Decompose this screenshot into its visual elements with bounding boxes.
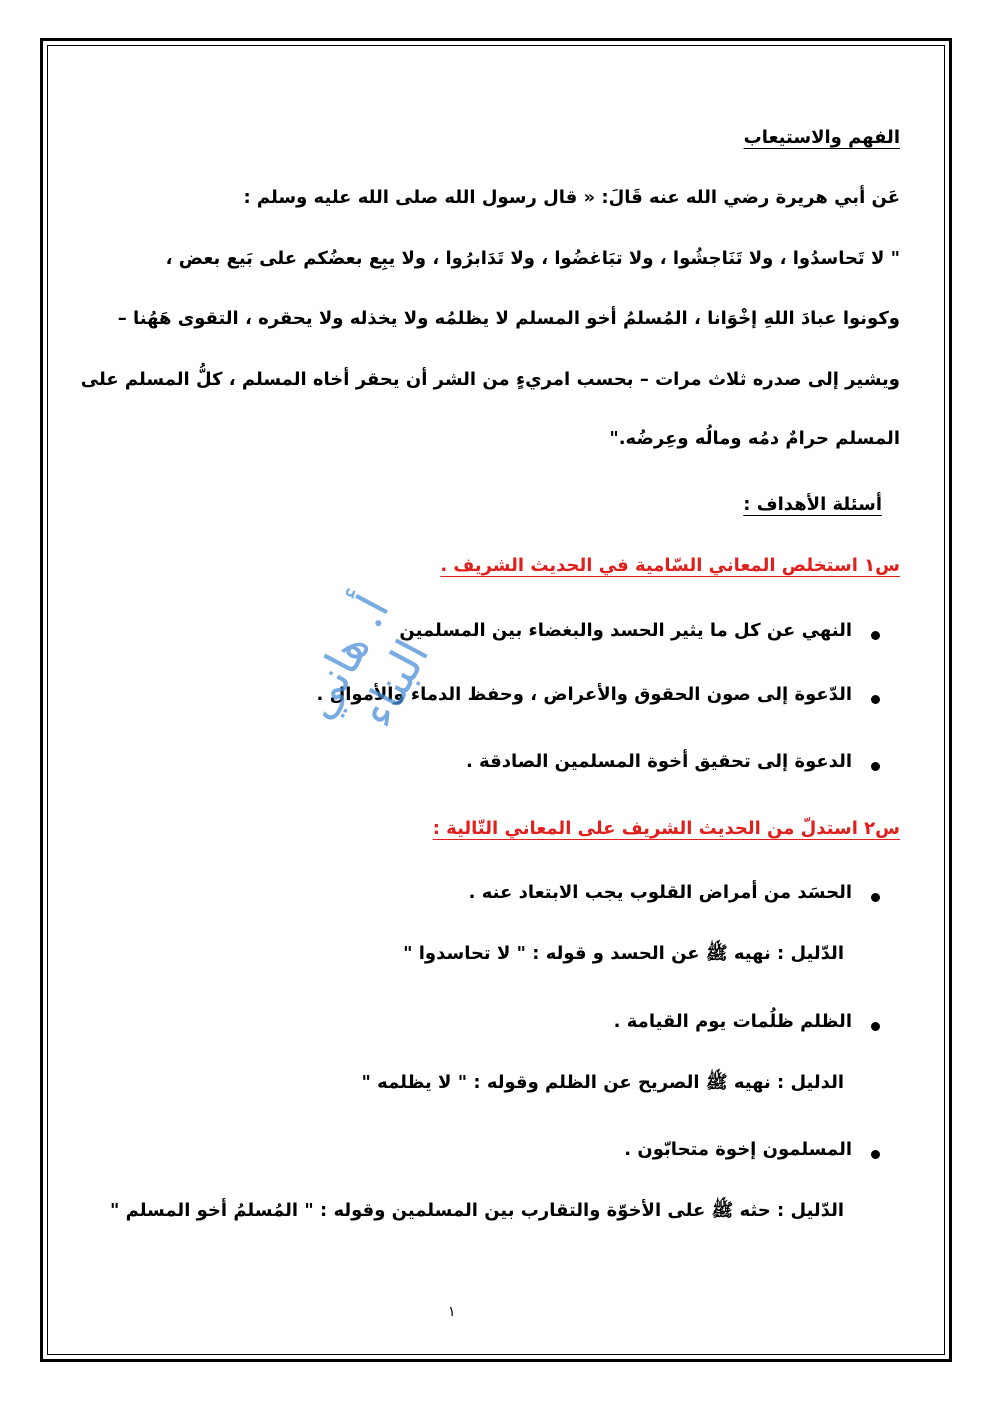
q2-meaning-2: الظلم ظلُمات يوم القيامة . — [613, 1011, 852, 1032]
hadith-line-3: ويشير إلى صدره ثلاث مرات – بحسب امريءٍ من الشر أن يحقر أخاه المسلم ، كلُّ المسلم على — [80, 369, 900, 390]
bullet — [866, 755, 880, 769]
q1-answer-2: الدّعوة إلى صون الحقوق والأعراض ، وحفظ الدماء والأموال . — [316, 684, 852, 705]
hadith-intro: عَن أبي هريرة رضي الله عنه قَالَ: « قال رسول الله صلى الله عليه وسلم : — [243, 187, 900, 208]
author-watermark: أ. هاني البناء — [290, 586, 440, 736]
bullet — [866, 1015, 880, 1029]
section-heading: الفهم والاستيعاب — [743, 127, 900, 148]
q1-answer-3: الدعوة إلى تحقيق أخوة المسلمين الصادقة . — [465, 751, 852, 772]
hadith-line-4: المسلم حرامٌ دمُه ومالُه وعِرضُه." — [609, 428, 900, 449]
q2-evidence-1: الدّليل : نهيه ﷺ عن الحسد و قوله : " لا تحاسدوا " — [403, 943, 844, 964]
question-2-title: س٢ استدلّ من الحديث الشريف على المعاني التّالية : — [432, 818, 900, 839]
q2-evidence-2: الدليل : نهيه ﷺ الصريح عن الظلم وقوله : " لا يظلمه " — [361, 1072, 844, 1093]
hadith-line-2: وكونوا عبادَ اللهِ إخْوَانا ، المُسلمُ أخو المسلم لا يظلمُه ولا يخذله ولا يحقره ، التقوى هَهُنا – — [117, 308, 900, 329]
q2-meaning-3: المسلمون إخوة متحابّون . — [624, 1139, 852, 1160]
bullet — [866, 1143, 880, 1157]
page-number: ١ — [448, 1304, 456, 1320]
bullet — [866, 624, 880, 638]
question-1-title: س١ استخلص المعاني السّامية في الحديث الشريف . — [440, 555, 900, 576]
objectives-title: أسئلة الأهداف : — [743, 494, 882, 515]
bullet — [866, 688, 880, 702]
bullet — [866, 886, 880, 900]
q2-meaning-1: الحسَد من أمراض القلوب يجب الابتعاد عنه . — [468, 882, 852, 903]
hadith-line-1: " لا تَحاسدُوا ، ولا تَنَاجشُوا ، ولا تبَاغضُوا ، ولا تَدَابرُوا ، ولا يبِع بعضُكم على بَيع بعض ، — [165, 248, 900, 269]
q1-answer-1: النهي عن كل ما يثير الحسد والبغضاء بين المسلمين — [399, 620, 852, 641]
q2-evidence-3: الدّليل : حثه ﷺ على الأخوّة والتقارب بين المسلمين وقوله : " المُسلمُ أخو المسلم " — [109, 1200, 844, 1221]
